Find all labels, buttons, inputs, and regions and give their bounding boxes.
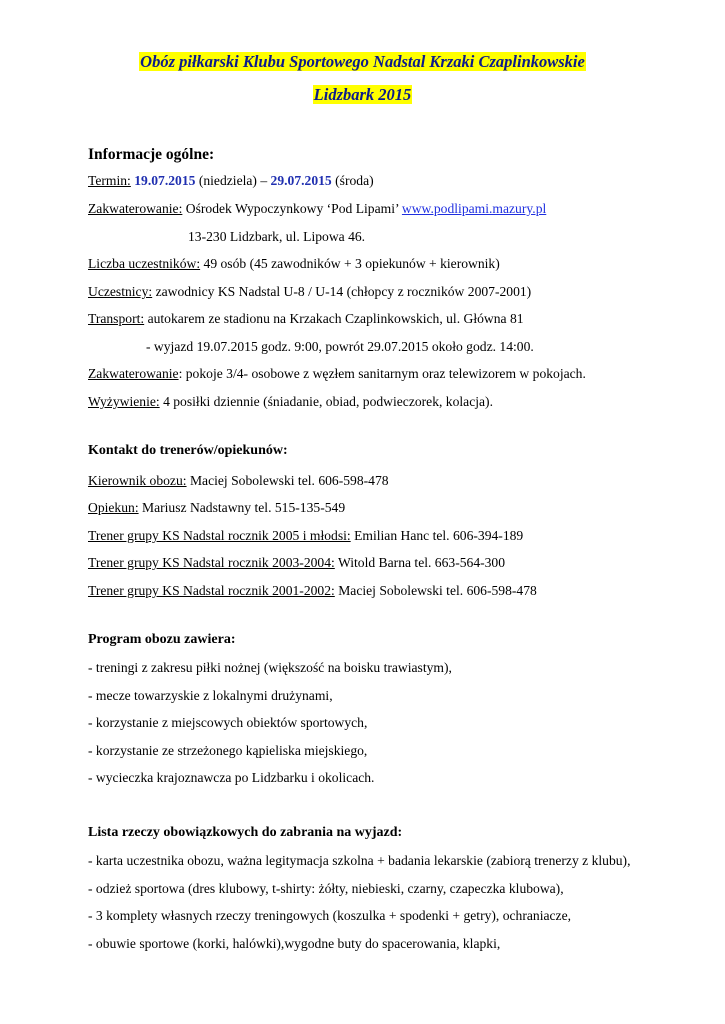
wyzywienie-line [88,393,493,410]
transport-times-line: - wyjazd 19.07.2015 godz. 9:00, powrót 29.07.2015 około godz. 14:00. [146,339,534,354]
lista-item: - karta uczestnika obozu, ważna legitymacja szkolna + badania lekarskie (zabiorą trenerzy z klubu), [88,853,631,868]
program-item: - wycieczka krajoznawcza po Lidzbarku i okolicach. [88,770,375,785]
address-line: 13-230 Lidzbark, ul. Lipowa 46. [188,229,366,244]
title-line-1 [0,52,725,72]
contact-item [88,554,505,571]
zakwaterowanie2-line [88,365,586,382]
liczba-text: 49 osób (45 zawodników + 3 opiekunów + kierownik) [203,256,500,271]
title-text-1: Obóz piłkarski Klubu Sportowego Nadstal Krzaki Czaplinkowskie [140,52,585,71]
contact-label: Opiekun: [88,500,139,515]
program-item: - mecze towarzyskie z lokalnymi drużynami, [88,688,333,703]
contact-text: Maciej Sobolewski tel. 606-598-478 [189,473,389,488]
contact-item [88,499,345,516]
contact-text: Mariusz Nadstawny tel. 515-135-549 [142,500,346,515]
contact-label: Trener grupy KS Nadstal rocznik 2001-2002: [88,583,335,598]
zakwaterowanie-text: Ośrodek Wypoczynkowy ‘Pod Lipami’ [185,201,399,216]
termin-end: 29.07.2015 [270,173,332,188]
zakwaterowanie2-label: Zakwaterowanie [88,366,179,381]
contact-label: Trener grupy KS Nadstal rocznik 2005 i młodsi: [88,528,351,543]
lista-item: - 3 komplety własnych rzeczy treningowych (koszulka + spodenki + getry), ochraniacze, [88,908,572,923]
zakwaterowanie-line [88,200,546,217]
info-heading: Informacje ogólne: [88,146,215,163]
program-item: - korzystanie ze strzeżonego kąpieliska miejskiego, [88,743,368,758]
podlipami-link[interactable]: www.podlipami.mazury.pl [401,201,547,216]
contact-item [88,472,389,489]
contacts-heading: Kontakt do trenerów/opiekunów: [88,443,288,458]
transport-label: Transport: [88,311,145,326]
program-item: - korzystanie z miejscowych obiektów sportowych, [88,715,368,730]
title-line-2 [0,85,725,105]
contact-item [88,582,537,599]
lista-heading: Lista rzeczy obowiązkowych do zabrania na wyjazd: [88,825,403,840]
program-item: - treningi z zakresu piłki nożnej (większość na boisku trawiastym), [88,660,452,675]
wyzywienie-label: Wyżywienie: [88,394,160,409]
uczestnicy-text: zawodnicy KS Nadstal U-8 / U-14 (chłopcy z roczników 2007-2001) [155,284,532,299]
lista-item: - odzież sportowa (dres klubowy, t-shirty: żółty, niebieski, czarny, czapeczka klubowa), [88,881,564,896]
contact-text: Emilian Hanc tel. 606-394-189 [354,528,524,543]
wyzywienie-text: 4 posiłki dziennie (śniadanie, obiad, podwieczorek, kolacja). [163,394,493,409]
transport-line [88,310,524,327]
lista-item: - obuwie sportowe (korki, halówki),wygodne buty do spacerowania, klapki, [88,936,501,951]
contact-label: Kierownik obozu: [88,473,187,488]
program-heading: Program obozu zawiera: [88,632,236,647]
termin-start-day: (niedziela) – [198,173,268,188]
title-text-2: Lidzbark 2015 [313,85,412,104]
zakwaterowanie2-text: : pokoje 3/4- osobowe z węzłem sanitarnym oraz telewizorem w pokojach. [178,366,586,381]
contact-item [88,527,523,544]
termin-line [88,172,374,189]
liczba-label: Liczba uczestników: [88,256,201,271]
uczestnicy-line [88,283,531,300]
contact-text: Maciej Sobolewski tel. 606-598-478 [338,583,537,598]
zakwaterowanie-label: Zakwaterowanie: [88,201,183,216]
contact-label: Trener grupy KS Nadstal rocznik 2003-2004: [88,555,335,570]
transport-text: autokarem ze stadionu na Krzakach Czaplinkowskich, ul. Główna 81 [147,311,524,326]
termin-end-day: (środa) [335,173,374,188]
liczba-line [88,255,500,272]
contact-text: Witold Barna tel. 663-564-300 [337,555,506,570]
termin-label: Termin: [88,173,131,188]
uczestnicy-label: Uczestnicy: [88,284,153,299]
termin-start: 19.07.2015 [134,173,196,188]
